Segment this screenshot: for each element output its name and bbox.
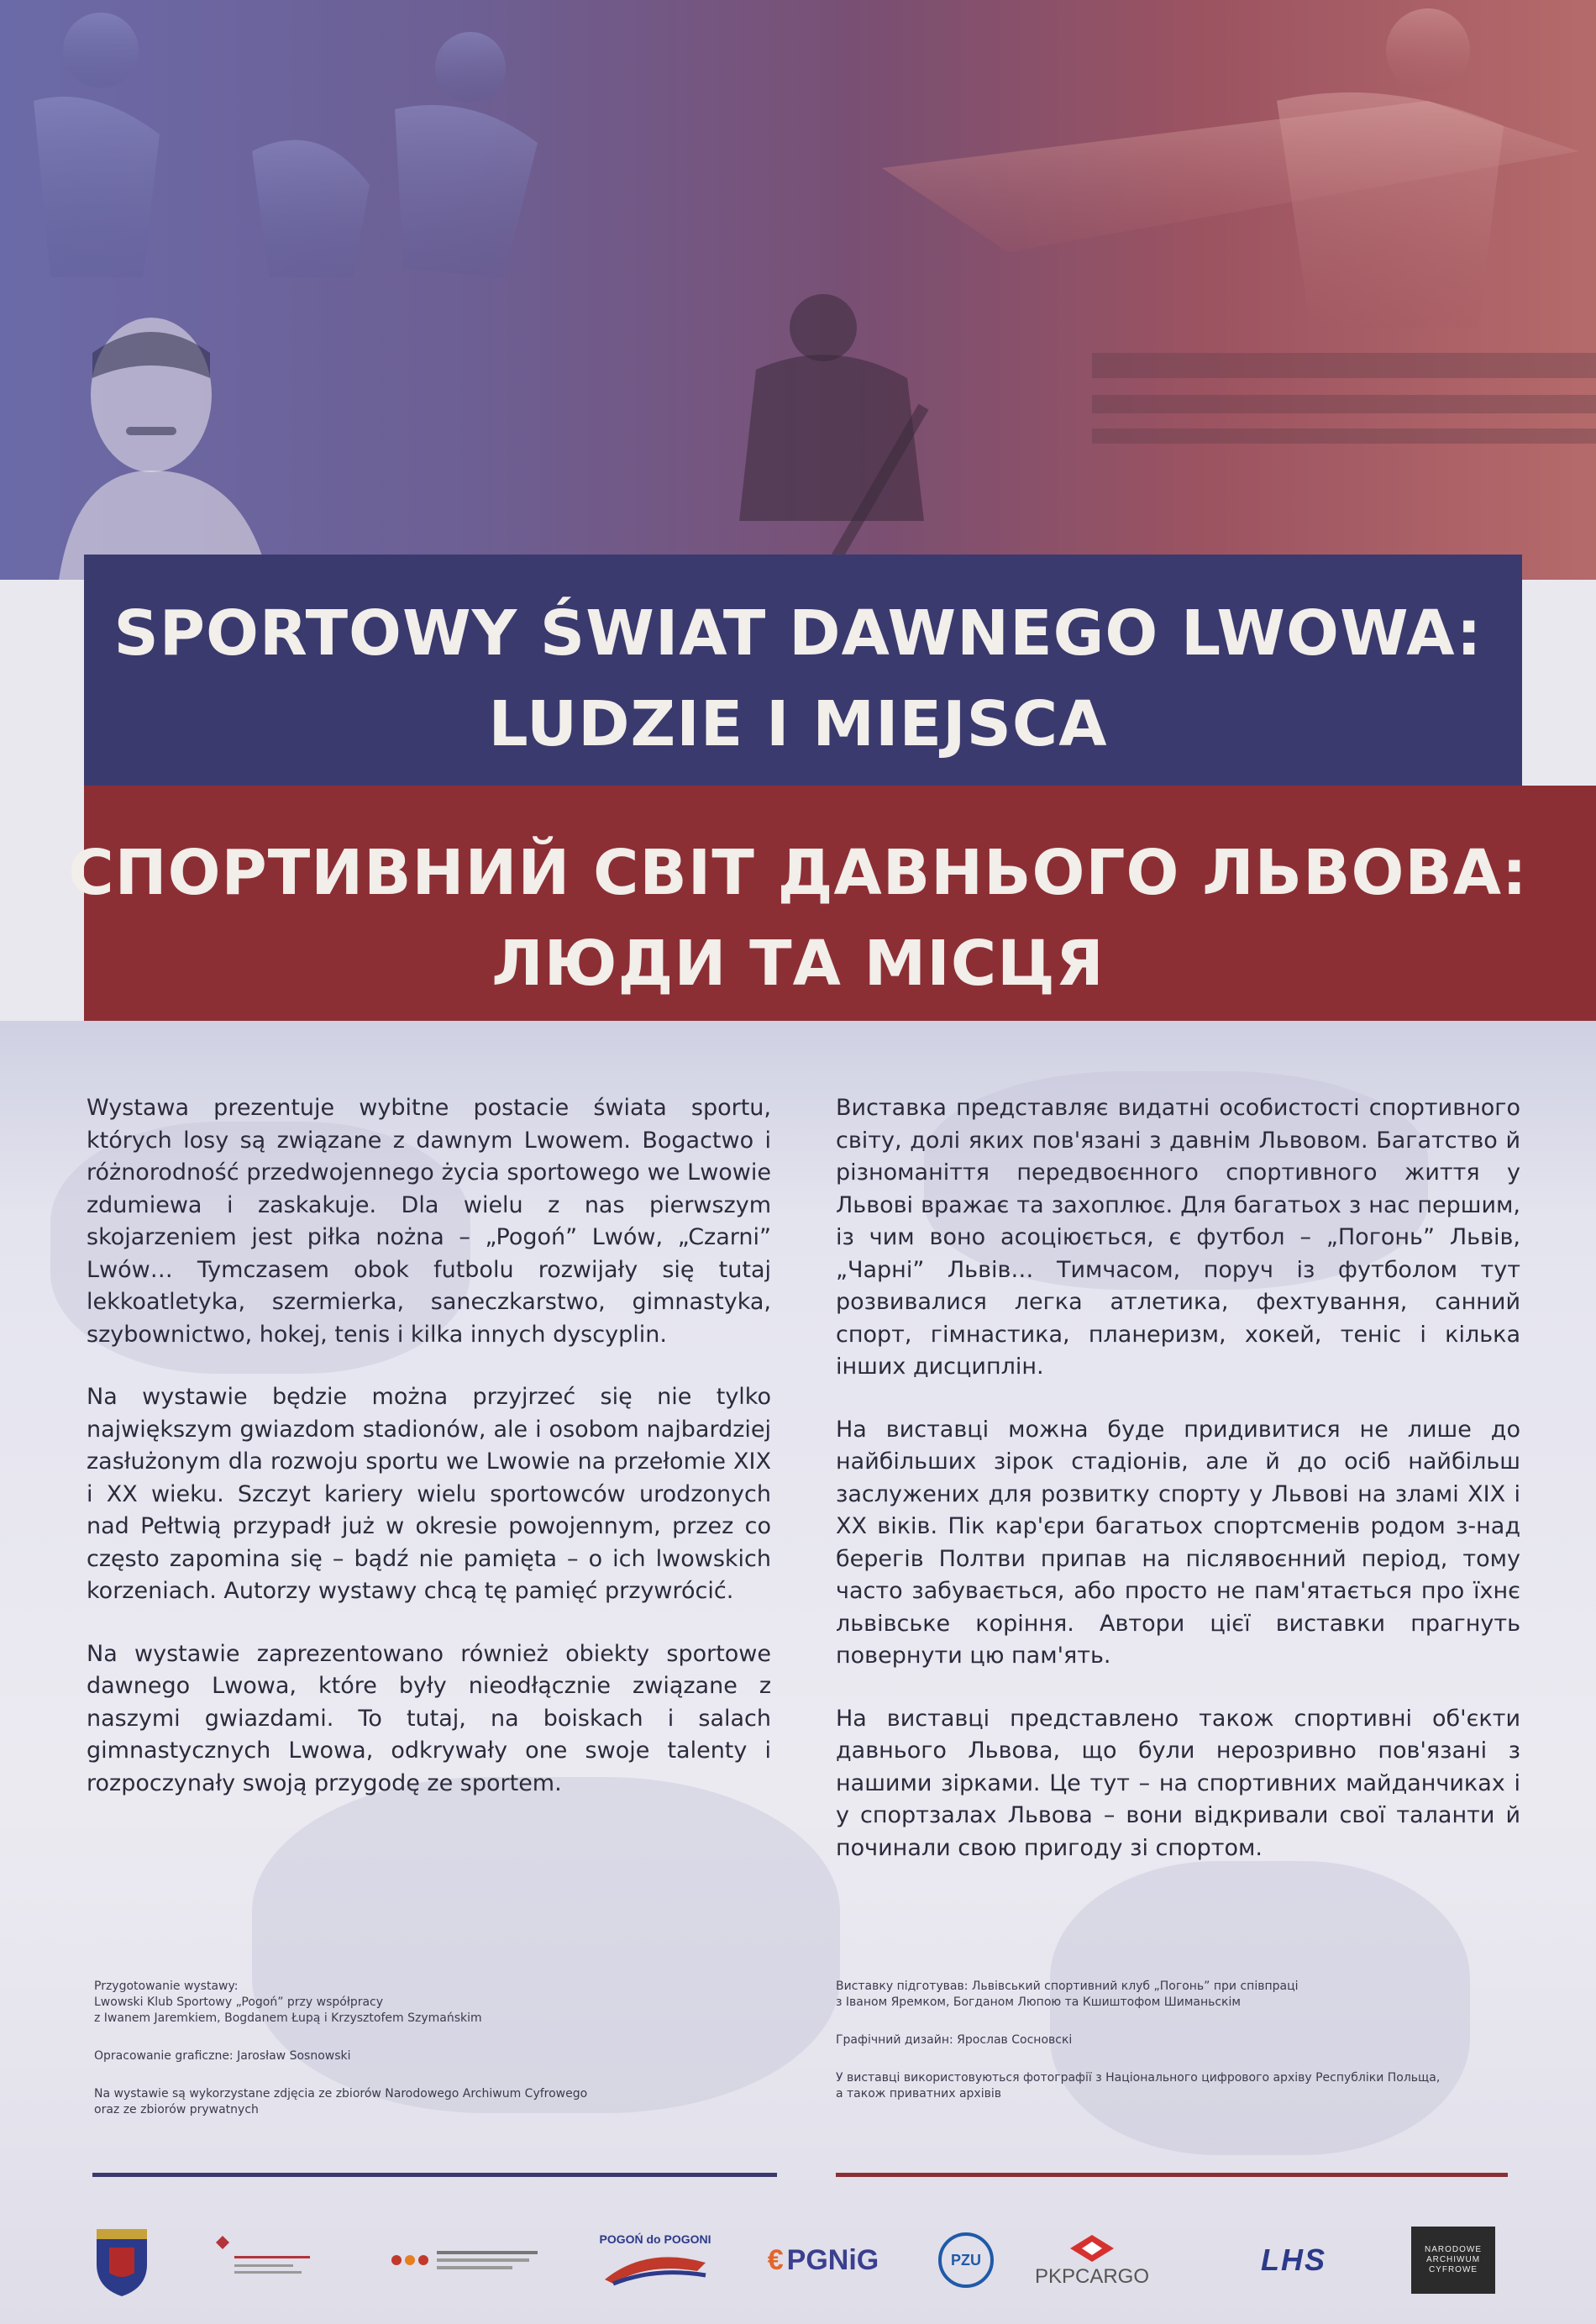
pogon-do-pogoni-text: POGOŃ do POGONI [599,2232,711,2246]
credit-pl-photos: Na wystawie są wykorzystane zdjęcia ze zbiorów Narodowego Archiwum Cyfrowego oraz ze zbiorów prywatnych [94,2087,588,2116]
header-photo-collage [0,0,1596,580]
body-text-ukrainian [836,1092,1520,1895]
pzu-text: PZU [951,2251,981,2269]
credit-pl-preparation: Przygotowanie wystawy: Lwowski Klub Sportowy „Pogoń” przy współpracy z Iwanem Jaremkiem, Bogdanem Łupą i Krzysztofem Szymańskim [94,1980,482,2025]
title-ukrainian [0,828,1596,1009]
title-ukrainian-line2: ЛЮДИ ТА МІСЦЯ [491,928,1105,1000]
title-polish-line2: LUDZIE I MIEJSCA [488,688,1108,760]
paragraph-pl-2: Na wystawie będzie można przyjrzeć się nie tylko największym gwiazdom stadionów, ale i osobom najbardziej zasłużonym dla rozwoju sportu we Lwowie na przełomie XIX i XX wieku. Szczyt kariery wielu sportowców urodzonych nad Pełtwią przypadł już w okresie powojennym, przez co często zapomina się – bądź nie pamięta – o ich lwowskich korzeniach. Autorzy wystawy chcą tę pamięć przywrócić. [87,1384,771,1604]
stadium-crowd-photo [1092,353,1596,444]
credit-ua-photos: У виставці використовуються фотографії з Національного цифрового архіву Республіки Польща, а також приватних архівів [836,2071,1441,2101]
nac-line-3: CYFROWE [1428,2265,1478,2274]
credit-ua-preparation: Виставку підготував: Львівський спортивний клуб „Погонь” при співпраці з Іваном Яремком, Богданом Люпою та Кшиштофом Шиманьскім [836,1980,1299,2009]
pogon-crest-logo [88,2218,155,2302]
pzu-logo [932,2218,1000,2302]
pilot-photo [882,8,1579,328]
pkpcargo-text: PKPCARGO [1034,2265,1150,2288]
ministry-logo [210,2218,319,2302]
credits-ukrainian [836,1979,1525,2124]
hockey-player-photo [739,294,929,562]
paragraph-ua-3: На виставці представлено також спортивні об'єкти давнього Львова, що були нерозривно пов'язані з нашими зірками. Це тут – на спортивних майданчиках і у спортзалах Львова – вони відкривали свої таланти й починали свою пригоду зі спортом. [836,1705,1520,1861]
title-ukrainian-line1: СПОРТИВНИЙ СВІТ ДАВНЬОГО ЛЬВОВА: [68,837,1528,909]
divider-polish [92,2173,777,2177]
sponsor-logos [84,2218,1512,2302]
paragraph-pl-3: Na wystawie zaprezentowano również obiekty sportowe dawnego Lwowa, które były nieodłącznie związane z naszymi gwiazdami. To tutaj, na boiskach i salach gimnastycznych Lwowa, odkrywały one swoje talenty i rozpoczynały swoją przygodę ze sportem. [87,1640,771,1796]
title-polish-line1: SPORTOWY ŚWIAT DAWNEGO LWOWA: [113,597,1483,670]
pkpcargo-logo [1021,2218,1163,2302]
nac-line-1: NARODOWE [1425,2245,1482,2254]
pgnig-text: PGNiG [786,2243,879,2276]
title-polish [0,588,1596,770]
cultural-centre-logo [382,2218,550,2302]
lhs-logo [1210,2218,1378,2302]
divider-ukrainian [836,2173,1508,2177]
credit-pl-graphics: Opracowanie graficzne: Jarosław Sosnowski [94,2049,351,2063]
pgnig-logo: € PGNiG [767,2243,879,2276]
lhs-text: LHS [1261,2243,1326,2277]
paragraph-ua-1: Виставка представляє видатні особистості спортивного світу, долі яких пов'язані з давнім Львовом. Багатство й різноманіття передвоєнного спортивного життя у Львові вражає та захоплює. Для багатьох з нас першим, із чим воно асоціюється, є футбол – „Погонь” Львів, „Чарні” Львів… Тимчасом, поруч із футболом тут розвивалися легка атлетика, фехтування, санний спорт, гімнастика, планеризм, хокей, теніс і кілька інших дисциплін. [836,1095,1520,1380]
nac-archive-logo [1407,2218,1499,2302]
pogon-do-pogoni-logo [588,2218,722,2302]
paragraph-ua-2: На виставці можна буде придивитися не лише до найбільших зірок стадіонів, але й до осіб найбільш заслужених для розвитку спорту у Львові на зламі XIX і XX віків. Пік кар'єри багатьох спортсменів родом з-над берегів Полтви припав на післявоєнний період, тому часто забувається, або просто не пам'ятається про їхнє львівське коріння. Автори цієї виставки прагнуть повернути цю пам'ять. [836,1416,1520,1669]
body-text-polish [87,1092,771,1830]
credit-ua-graphics: Графічний дизайн: Ярослав Сосновскі [836,2033,1073,2047]
paragraph-pl-1: Wystawa prezentuje wybitne postacie świata sportu, których losy są związane z dawnym Lwowem. Bogactwo i różnorodność przedwojennego życia sportowego we Lwowie zdumiewa i zaskakuje. Dla wielu z nas pierwszym skojarzeniem jest piłka nożna – „Pogoń” Lwów, „Czarni” Lwów… Tymczasem obok futbolu rozwijały się tutaj lekkoatletyka, szermierka, saneczkarstwo, gimnastyka, szybownictwo, hokej, tenis i kilka innych dyscyplin. [87,1095,771,1348]
credits-polish [94,1979,783,2140]
footballers-photo [34,13,538,277]
collage-silhouettes [0,0,1596,580]
nac-line-2: ARCHIWUM [1425,2255,1481,2264]
